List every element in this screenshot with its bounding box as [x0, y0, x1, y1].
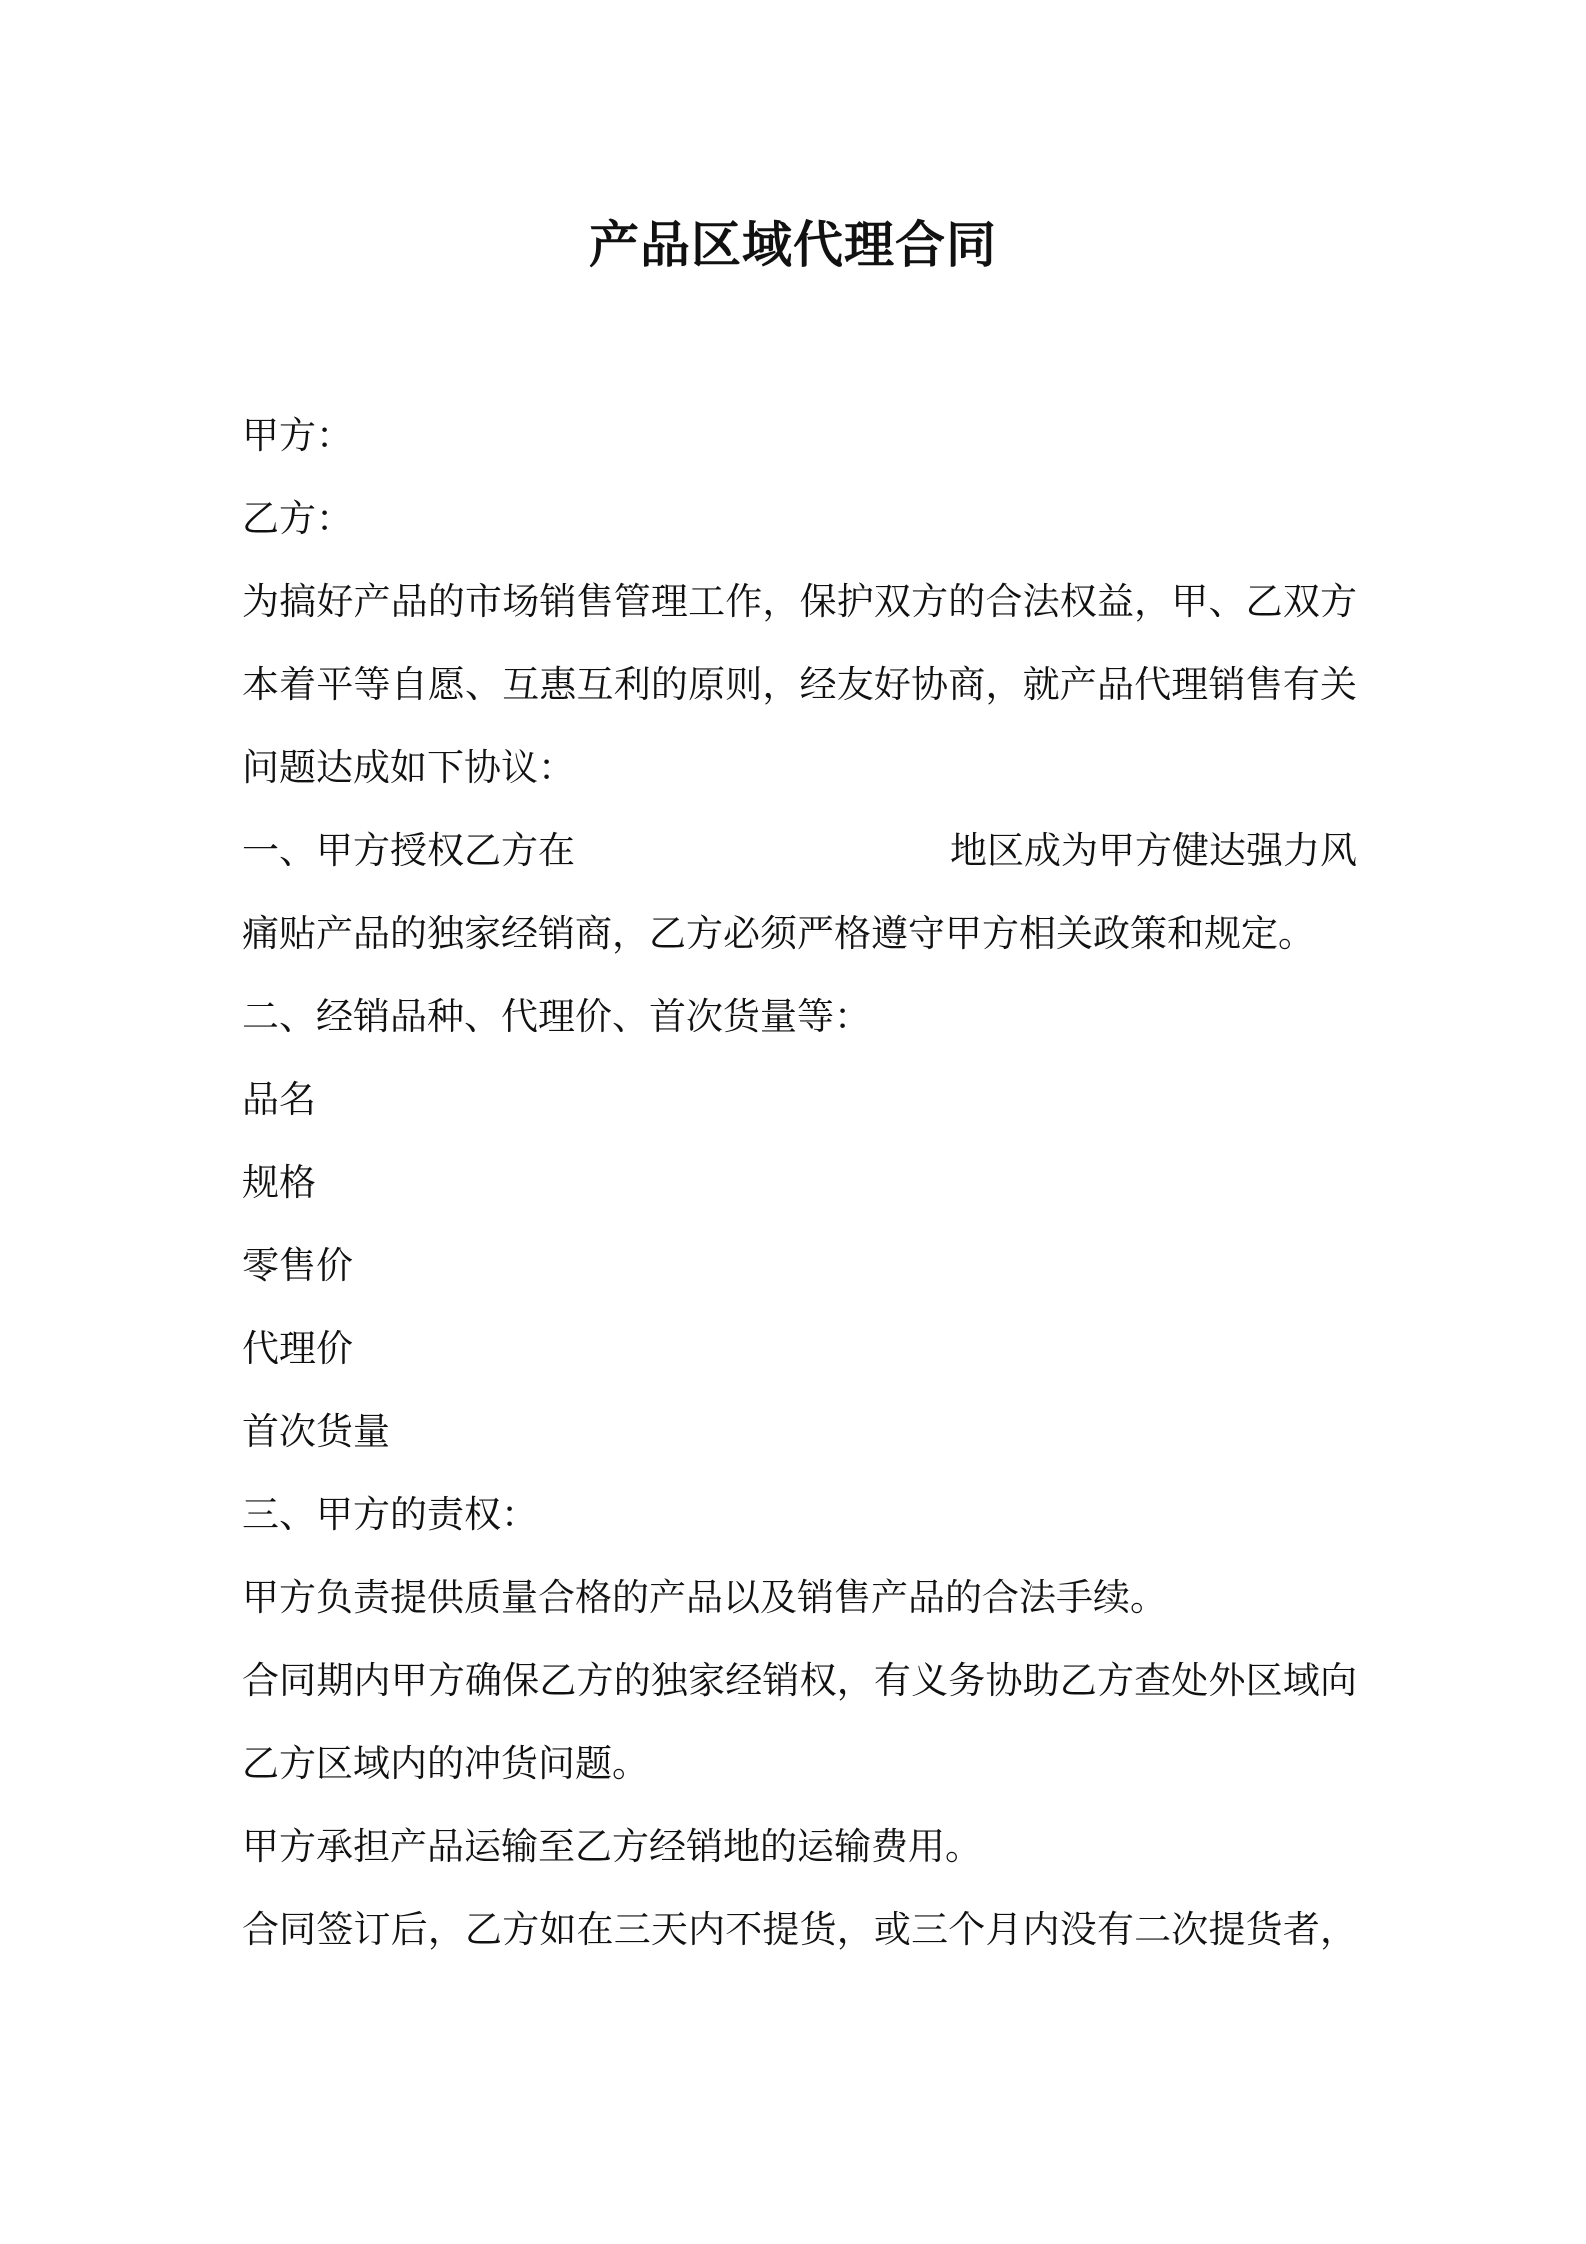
clause2-heading: 二、经销品种、代理价、首次货量等： [242, 995, 871, 1038]
clause3-paragraph: 合同期内甲方确保乙方的独家经销权，有义务协助乙方查处外区域向 [242, 1659, 1357, 1702]
clause3-heading: 三、甲方的责权： [242, 1493, 538, 1536]
intro-line: 为搞好产品的市场销售管理工作，保护双方的合法权益，甲、乙双方 [242, 580, 1357, 623]
clause2-item: 首次货量 [242, 1410, 390, 1453]
intro-line: 问题达成如下协议： [242, 746, 575, 789]
party-b-label: 乙方： [242, 497, 353, 540]
clause2-item: 代理价 [242, 1327, 353, 1370]
clause2-item: 零售价 [242, 1244, 353, 1287]
clause3-paragraph: 甲方承担产品运输至乙方经销地的运输费用。 [242, 1825, 982, 1868]
clause1-line [242, 826, 1357, 876]
clause1-line2: 痛贴产品的独家经销商，乙方必须严格遵守甲方相关政策和规定。 [242, 912, 1315, 955]
clause2-item: 品名 [242, 1078, 316, 1121]
clause1-part-a: 一、甲方授权乙方在 [242, 829, 575, 872]
clause2-item: 规格 [242, 1161, 316, 1204]
clause3-paragraph: 乙方区域内的冲货问题。 [242, 1742, 649, 1785]
clause1-part-b: 地区成为甲方健达强力风 [950, 829, 1357, 872]
clause3-paragraph: 合同签订后，乙方如在三天内不提货，或三个月内没有二次提货者， [242, 1908, 1357, 1951]
document-title: 产品区域代理合同 [589, 216, 997, 274]
party-a-label: 甲方： [242, 414, 353, 457]
intro-line: 本着平等自愿、互惠互利的原则，经友好协商，就产品代理销售有关 [242, 663, 1357, 706]
clause3-paragraph: 甲方负责提供质量合格的产品以及销售产品的合法手续。 [242, 1576, 1167, 1619]
